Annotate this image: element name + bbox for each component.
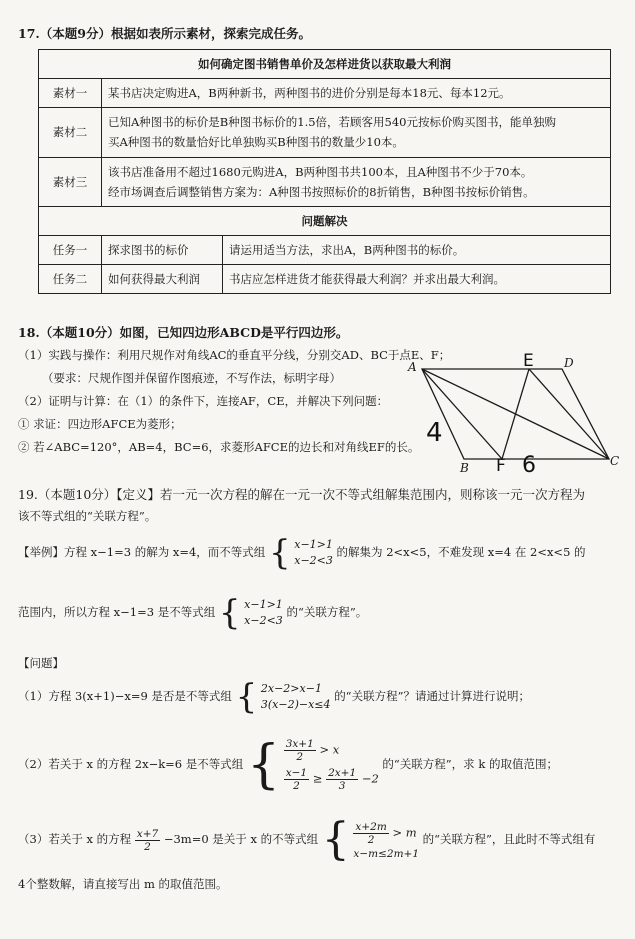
part-2-ineq-1 xyxy=(284,738,379,763)
material-3-label: 素材三 xyxy=(39,157,102,206)
part-1-system xyxy=(261,681,331,713)
part-3-text-a: （3）若关于 x 的方程 xyxy=(18,832,132,846)
system-brace: { xyxy=(218,593,241,633)
numerator: 2x+1 xyxy=(328,767,357,779)
example-ineq-2: x−2<3 xyxy=(244,614,283,627)
segment-ef xyxy=(502,369,529,459)
task-1-text: 请运用适当方法，求出A，B两种图书的标价。 xyxy=(223,235,611,264)
material-3-line-2: 经市场调查后调整销售方案为：A种图书按照标价的8折销售，B种图书按标价销售。 xyxy=(108,184,535,199)
example-system xyxy=(294,537,333,569)
parallelogram-figure xyxy=(404,351,624,473)
point-a-label: A xyxy=(408,360,417,374)
q18-line-4: ① 求证：四边形AFCE为菱形； xyxy=(18,417,182,431)
point-b-label: B xyxy=(460,461,469,473)
part-2-text-b: 的“关联方程”，求 k 的取值范围； xyxy=(382,757,558,771)
fraction xyxy=(326,767,358,792)
handwritten-f: F xyxy=(496,456,506,473)
task-1-label: 任务一 xyxy=(39,235,102,264)
part-3-mid: −3m=0 是关于 x 的不等式组 xyxy=(163,832,319,846)
q18-heading: 18.（本题10分）如图，已知四边形ABCD是平行四边形。 xyxy=(18,325,349,340)
q18-line-1: （1）实践与操作：利用尺规作对角线AC的垂直平分线，分别交AD、BC于点E、F； xyxy=(18,348,451,362)
denominator: 2 xyxy=(296,751,304,763)
fraction xyxy=(284,738,316,763)
point-c-label: C xyxy=(610,454,620,468)
part-1-ineq-1: 2x−2>x−1 xyxy=(260,682,322,696)
denominator: 3 xyxy=(338,780,346,792)
q19-heading: 19.（本题10分）【定义】若一元一次方程的解在一元一次不等式组解集范围内，则称该一元一次方程为 xyxy=(18,487,586,502)
part-2-system xyxy=(284,738,379,792)
numerator: x+7 xyxy=(136,827,159,840)
q19-heading-2: 该不等式组的“关联方程”。 xyxy=(18,509,157,523)
ge-sign: ≥ xyxy=(312,771,323,786)
q19-part-1 xyxy=(18,677,530,717)
numerator: x+2m xyxy=(355,820,387,833)
material-2-label: 素材二 xyxy=(39,108,102,157)
example-system-repeat xyxy=(244,597,283,629)
fraction xyxy=(284,767,309,792)
part-2-ineq-2-rhs: −2 xyxy=(361,771,379,786)
handwritten-four: 4 xyxy=(426,418,443,448)
handwritten-six: 6 xyxy=(522,453,536,473)
task-1-name: 探求图书的标价 xyxy=(102,235,223,264)
material-3-text xyxy=(102,157,611,206)
task-2-label: 任务二 xyxy=(39,265,102,294)
part-1-text-a: （1）方程 3(x+1)−x=9 是否是不等式组 xyxy=(18,689,232,703)
point-d-label: D xyxy=(564,356,574,370)
material-2-line-1: 已知A种图书的标价是B种图书标价的1.5倍，若顾客用540元按标价购买图书，能单独购 xyxy=(108,115,556,130)
material-1-label: 素材一 xyxy=(39,79,102,108)
q19-part-2 xyxy=(18,735,558,795)
part-1-text-b: 的“关联方程”？请通过计算进行说明； xyxy=(334,689,530,703)
fraction xyxy=(135,828,160,853)
example-text-d: 的“关联方程”。 xyxy=(286,605,368,619)
fraction xyxy=(353,821,388,846)
q19-example xyxy=(18,533,586,573)
example-ineq-1: x−1>1 xyxy=(294,538,333,552)
part-1-ineq-2: 3(x−2)−x≤4 xyxy=(260,698,331,711)
part-2-text-a: （2）若关于 x 的方程 2x−k=6 是不等式组 xyxy=(18,757,244,771)
part-3-system xyxy=(353,821,419,860)
denominator: 2 xyxy=(293,780,300,792)
denominator: 2 xyxy=(367,833,375,846)
problem-label: 【问题】 xyxy=(18,656,64,670)
task-2-name: 如何获得最大利润 xyxy=(102,265,223,294)
system-brace: { xyxy=(246,735,281,795)
q19-example-cont xyxy=(18,593,368,633)
handwritten-e: E xyxy=(523,351,534,371)
denominator: 2 xyxy=(144,840,151,853)
q17-heading: 17.（本题9分）根据如表所示素材，探索完成任务。 xyxy=(18,26,311,41)
solve-title: 问题解决 xyxy=(39,206,611,235)
example-ineq-1: x−1>1 xyxy=(244,598,283,612)
example-text-b: 的解集为 2<x<5，不难发现 x=4 在 2<x<5 的 xyxy=(336,545,586,559)
example-text-a: 【举例】方程 x−1=3 的解为 x=4，而不等式组 xyxy=(18,545,266,559)
numerator: 3x+1 xyxy=(285,738,314,750)
system-brace: { xyxy=(268,533,291,573)
material-3-line-1: 该书店准备用不超过1680元购进A，B两种图书共100本，且A种图书不少于70本。 xyxy=(108,164,533,179)
part-3-text-c: 4个整数解，请直接写出 m 的取值范围。 xyxy=(18,877,228,891)
table-title: 如何确定图书销售单价及怎样进货以获取最大利润 xyxy=(39,50,611,79)
part-3-ineq-2: x−m≤2m+1 xyxy=(353,847,420,860)
part-3-text-b: 的“关联方程”，且此时不等式组有 xyxy=(422,832,596,846)
task-2-text: 书店应怎样进货才能获得最大利润？并求出最大利润。 xyxy=(223,265,611,294)
material-2-line-2: 买A种图书的数量恰好比单独购买B种图书的数量少10本。 xyxy=(108,135,404,150)
numerator: x−1 xyxy=(285,767,308,779)
part-3-ineq-1-rhs: > m xyxy=(392,825,417,839)
q17-material-table xyxy=(38,49,611,294)
q18-line-3: （2）证明与计算：在（1）的条件下，连接AF，CE，并解决下列问题： xyxy=(18,394,389,408)
material-2-text xyxy=(102,108,611,157)
part-2-ineq-1-rhs: > x xyxy=(319,742,340,757)
part-2-ineq-2 xyxy=(284,767,379,792)
example-text-c: 范围内，所以方程 x−1=3 是不等式组 xyxy=(18,605,216,619)
q18-line-5: ② 若∠ABC=120°，AB=4，BC=6，求菱形AFCE的边长和对角线EF的长。 xyxy=(18,440,420,454)
part-3-ineq-1 xyxy=(353,821,419,846)
q18-line-2: （要求：尺规作图并保留作图痕迹，不写作法，标明字母） xyxy=(42,371,341,385)
material-1-text: 某书店决定购进A，B两种新书，两种图书的进价分别是每本18元、每本12元。 xyxy=(102,79,611,108)
q19-part-3 xyxy=(18,814,596,865)
system-brace: { xyxy=(235,677,258,717)
system-brace: { xyxy=(321,814,350,865)
example-ineq-2: x−2<3 xyxy=(294,554,333,567)
